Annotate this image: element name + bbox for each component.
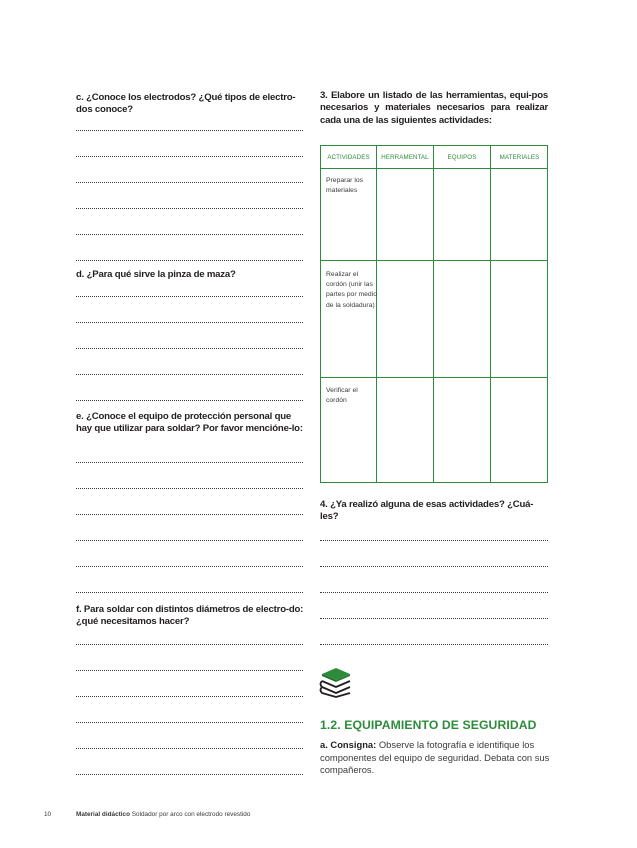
footer-subtitle: Soldador por arco con electrodo revestido: [131, 811, 251, 818]
table-row-label: Realizar el cordón (unir las partes por medio de la soldadura): [326, 271, 378, 309]
question-4: 4. ¿Ya realizó alguna de esas actividades? ¿Cuá-les?: [320, 499, 534, 523]
books-icon: [319, 666, 353, 698]
answer-line: [320, 618, 548, 619]
answer-line: [76, 566, 303, 567]
table-header-equipos: EQUIPOS: [447, 153, 477, 161]
answer-line: [76, 374, 303, 375]
table-header-materiales: MATERIALES: [499, 153, 540, 161]
answer-line: [320, 566, 548, 567]
answer-line: [76, 462, 303, 463]
answer-line: [76, 182, 303, 183]
answer-line: [320, 644, 548, 645]
answer-line: [76, 748, 303, 749]
answer-line: [76, 644, 303, 645]
table-row-label: Verificar el cordón: [326, 387, 358, 405]
section-title: 1.2. EQUIPAMIENTO DE SEGURIDAD: [320, 718, 537, 732]
page-number: 10: [44, 811, 52, 818]
question-f: f. Para soldar con distintos diámetros de electro-do: ¿qué necesitamos hacer?: [76, 604, 304, 628]
answer-line: [76, 322, 303, 323]
footer-text: [76, 811, 250, 818]
table-divider: [490, 146, 491, 482]
question-e: e. ¿Conoce el equipo de protección personal que hay que utilizar para soldar? Por favor mencióne-lo:: [76, 411, 303, 435]
answer-line: [320, 592, 548, 593]
consigna-paragraph: [320, 739, 552, 777]
answer-line: [76, 260, 303, 261]
answer-line: [320, 540, 548, 541]
table-header-herramental: HERRAMENTAL: [381, 153, 429, 161]
table-divider: [321, 168, 547, 169]
answer-line: [76, 514, 303, 515]
table-divider: [321, 377, 547, 378]
activities-table: [320, 145, 548, 483]
table-divider: [321, 260, 547, 261]
answer-line: [76, 234, 303, 235]
footer-label: Material didáctico: [76, 811, 130, 818]
answer-line: [76, 208, 303, 209]
table-row-label: Preparar los materiales: [326, 177, 364, 195]
answer-line: [76, 156, 303, 157]
consigna-label: a. Consigna:: [320, 739, 377, 750]
question-c: c. ¿Conoce los electrodos? ¿Qué tipos de electro-dos conoce?: [76, 92, 296, 116]
consigna-text: Observe la fotografía e identifique los componentes del equipo de seguridad. Debata con sus compañeros.: [320, 739, 550, 776]
question-d: d. ¿Para qué sirve la pinza de maza?: [76, 269, 236, 280]
answer-line: [76, 670, 303, 671]
answer-line: [76, 296, 303, 297]
table-divider: [433, 146, 434, 482]
answer-line: [76, 348, 303, 349]
answer-line: [76, 488, 303, 489]
answer-line: [76, 130, 303, 131]
answer-line: [76, 540, 303, 541]
answer-line: [76, 592, 303, 593]
table-header-actividades: ACTIVIDADES: [327, 153, 370, 161]
answer-line: [76, 400, 303, 401]
answer-line: [76, 722, 303, 723]
answer-line: [76, 774, 303, 775]
answer-line: [76, 696, 303, 697]
question-3: 3. Elabore un listado de las herramientas, equi-pos necesarios y materiales necesarios para realizar cada una de las siguientes actividades:: [320, 90, 548, 126]
